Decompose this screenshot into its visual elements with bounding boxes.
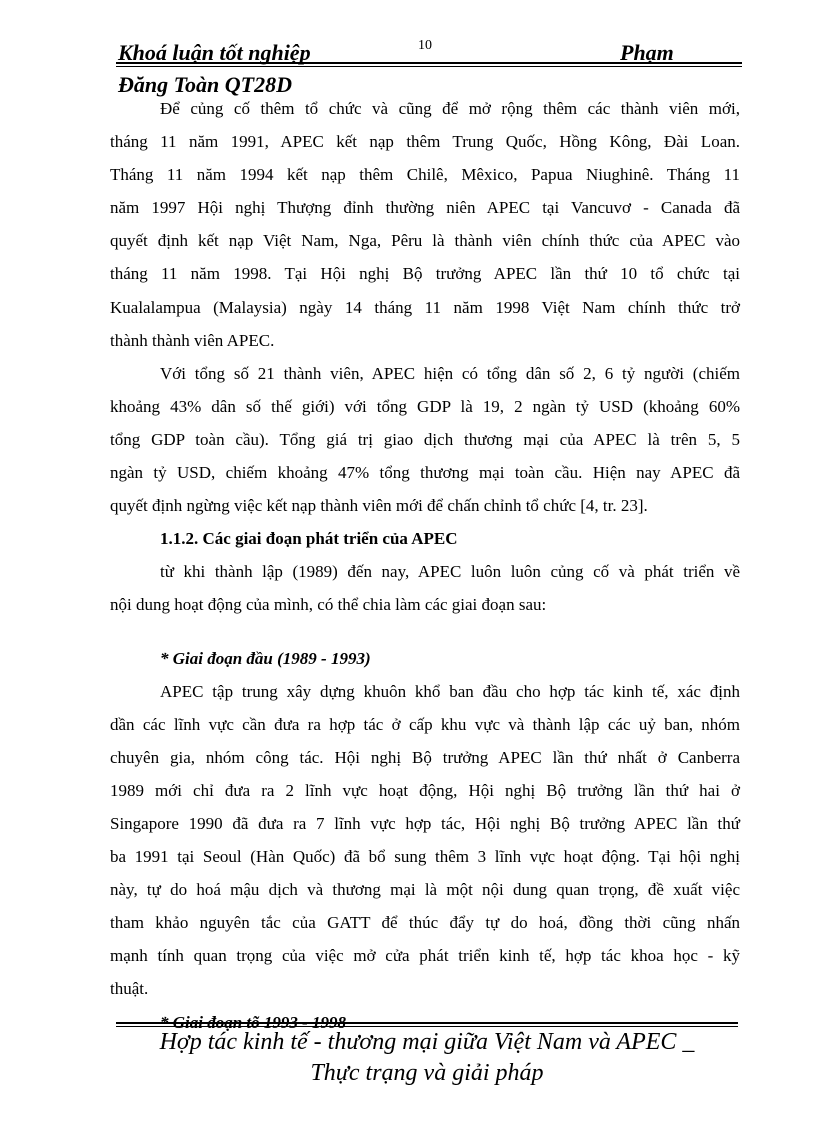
text-line: khoảng 43% dân số thế giới) với tổng GDP là 19, 2 ngàn tỷ USD (khoảng 60% bbox=[110, 396, 740, 416]
text-line: ngàn tỷ USD, chiếm khoảng 47% tổng thương mại toàn cầu. Hiện nay APEC đã bbox=[110, 463, 740, 483]
header-rule-thin bbox=[116, 66, 742, 67]
text-line: Tháng 11 năm 1994 kết nạp thêm Chilê, Mêxico, Papua Niughinê. Tháng 11 bbox=[110, 165, 740, 185]
text-line: mạnh tính quan trọng của việc mở cửa phát triển kinh tế, hợp tác khoa học - kỹ bbox=[110, 946, 740, 966]
text-line: quyết định ngừng việc kết nạp thành viên mới để chấn chỉnh tổ chức [4, tr. 23]. bbox=[110, 496, 648, 516]
text-line: năm 1997 Hội nghị Thượng đỉnh thường niên APEC tại Vancuvơ - Canada đã bbox=[110, 198, 740, 218]
text-line: nội dung hoạt động của mình, có thể chia làm các giai đoạn sau: bbox=[110, 595, 547, 615]
section-heading: 1.1.2. Các giai đoạn phát triển của APEC bbox=[160, 529, 458, 549]
stage2-heading: * Giai đoạn tõ 1993 - 1998 bbox=[160, 1012, 347, 1032]
text-line: dần các lĩnh vực cần đưa ra hợp tác ở cấp khu vực và thành lập các uỷ ban, nhóm bbox=[110, 714, 740, 734]
text-line: Với tổng số 21 thành viên, APEC hiện có tổng dân số 2, 6 tỷ người (chiếm bbox=[160, 363, 740, 383]
text-line: tháng 11 năm 1998. Tại Hội nghị Bộ trưởng APEC lần thứ 10 tổ chức tại bbox=[110, 264, 740, 284]
paragraph-membership bbox=[110, 96, 740, 361]
text-line: từ khi thành lập (1989) đến nay, APEC luôn luôn củng cố và phát triển về bbox=[160, 562, 740, 582]
text-line: tổng GDP toàn cầu). Tổng giá trị giao dịch thương mại của APEC là trên 5, 5 bbox=[110, 429, 740, 449]
footer-rule-thick bbox=[116, 1022, 738, 1024]
text-line: chuyên gia, nhóm công tác. Hội nghị Bộ trưởng APEC lần thứ nhất ở Canberra bbox=[110, 747, 740, 767]
text-line: thành thành viên APEC. bbox=[110, 330, 275, 350]
header-thesis-label: Khoá luận tốt nghiệp bbox=[118, 40, 311, 65]
text-line: APEC tập trung xây dựng khuôn khổ ban đầu cho hợp tác kinh tế, xác định bbox=[160, 681, 740, 701]
header-rule-thick bbox=[116, 62, 742, 64]
text-line: 1989 mới chỉ đưa ra 2 lĩnh vực hoạt động, Hội nghị Bộ trưởng lần thứ hai ở bbox=[110, 780, 740, 800]
page-footer bbox=[116, 1027, 738, 1089]
text-line: quyết định kết nạp Việt Nam, Nga, Pêru là thành viên chính thức của APEC vào bbox=[110, 231, 740, 251]
stage1-heading: * Giai đoạn đầu (1989 - 1993) bbox=[160, 648, 371, 668]
footer-title-line1: Hợp tác kinh tế - thương mại giữa Việt Nam và APEC _ bbox=[159, 1029, 695, 1055]
header-author-continuation: Đăng Toàn QT28D bbox=[118, 72, 292, 97]
text-line: thuật. bbox=[110, 979, 149, 999]
paragraph-intro-stages bbox=[110, 559, 740, 625]
text-line: tham khảo nguyên tắc của GATT để thúc đẩy tự do hoá, đồng thời cũng nhấn bbox=[110, 913, 740, 933]
document-body bbox=[110, 96, 740, 1043]
footer-title-line2: Thực trạng và giải pháp bbox=[310, 1060, 544, 1086]
text-line: Kualalampua (Malaysia) ngày 14 tháng 11 năm 1998 Việt Nam chính thức trở bbox=[110, 297, 740, 317]
text-line: tháng 11 năm 1991, APEC kết nạp thêm Trung Quốc, Hồng Kông, Đài Loan. bbox=[110, 132, 740, 152]
paragraph-stage1 bbox=[110, 679, 740, 1010]
page-header bbox=[116, 38, 742, 100]
header-author-first: Phạm bbox=[620, 40, 674, 65]
text-line: Singapore 1990 đã đưa ra 7 lĩnh vực hợp tác, Hội nghị Bộ trưởng APEC lần thứ bbox=[110, 813, 740, 833]
paragraph-statistics bbox=[110, 361, 740, 526]
text-line: Để củng cố thêm tổ chức và cũng để mở rộng thêm các thành viên mới, bbox=[160, 99, 740, 118]
text-line: ba 1991 tại Seoul (Hàn Quốc) đã bổ sung thêm 3 lĩnh vực hoạt động. Tại hội nghị bbox=[110, 847, 740, 867]
text-line: này, tự do hoá mậu dịch và thương mại là một nội dung quan trọng, đề xuất việc bbox=[110, 880, 740, 900]
spacer bbox=[110, 626, 740, 646]
page-number: 10 bbox=[418, 38, 432, 53]
